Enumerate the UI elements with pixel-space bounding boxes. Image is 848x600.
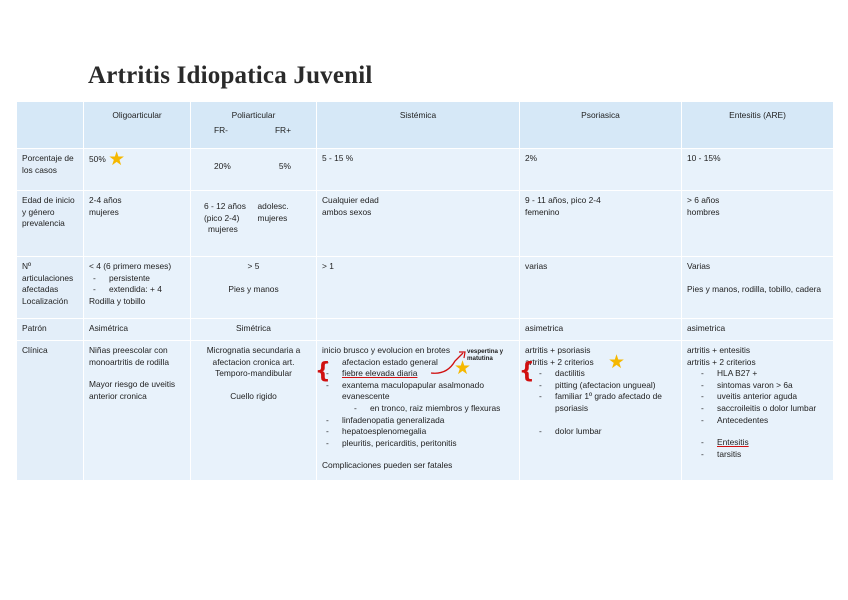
list-item: - pitting (afectacion ungueal) [535,380,676,392]
row-articulaciones [17,257,834,319]
cell-patron-psor: asimetrica [520,319,682,341]
cell-patron-ent: asimetrica [682,319,834,341]
cell-clinica-ent [682,341,834,481]
row-clinica [17,341,834,481]
clinica-ent-intro: artritis + entesitis [687,345,751,355]
cell-clinica-sist [317,341,520,481]
edad-sist-line: ambos sexos [322,206,372,217]
header-fr-negative: FR- [214,124,228,135]
cell-articulaciones-ent [682,257,834,319]
clinica-poli-line: Micrognatia secundaria a afectacion cronica art. Temporo-mandibular [206,345,301,379]
cell-patron-poli: Simétrica [191,319,317,341]
list-item: - dactilitis [535,368,676,380]
list-item: - persistente [89,273,185,285]
cell-articulaciones-poli [191,257,317,319]
list-item: - HLA B27 + [697,368,828,380]
cell-porcentaje-sist: 5 - 15 % [317,149,520,191]
list-item: - familiar 1º grado afectado de psoriasis [535,391,676,414]
edad-poli-neg-line: (pico 2-4) [204,212,240,223]
cell-porcentaje-poli [191,149,317,191]
list-item: - hepatoesplenomegalia [322,426,514,438]
handwritten-note: vespertina y matutina [467,348,504,362]
articulaciones-ent-location: Pies y manos, rodilla, tobillo, cadera [687,283,822,294]
cell-clinica-oligo [84,341,191,481]
list-item: - exantema maculopapular asalmonado evanescente [322,380,514,403]
star-icon: ★ [454,358,472,379]
edad-poli-pos-line: adolesc. [257,201,289,211]
clinica-sist-intro: inicio brusco y evolucion en brotes [322,345,451,355]
row-label-porcentaje: Porcentaje de los casos [17,149,84,191]
edad-poli-neg-line: mujeres [208,224,238,235]
header-oligoarticular: Oligoarticular [84,102,191,149]
corner-cell [17,102,84,149]
header-row [17,102,834,149]
cell-edad-poli [191,191,317,257]
articulaciones-ent-count: Varias [687,261,711,271]
cell-articulaciones-oligo [84,257,191,319]
star-icon: ★ [608,352,626,373]
header-poliarticular [191,102,317,149]
edad-sist-line: Cualquier edad [322,195,379,205]
porcentaje-poli-neg: 20% [214,161,231,171]
clinica-oligo-line: Niñas preescolar con monoartritis de rodilla [89,345,170,367]
cell-articulaciones-psor: varias [520,257,682,319]
header-sistemica: Sistémica [317,102,520,149]
header-psoriasica: Psoriasica [520,102,682,149]
cell-edad-psor [520,191,682,257]
list-item: - pleuritis, pericarditis, peritonitis [322,438,514,450]
edad-ent-line: hombres [687,206,720,217]
porcentaje-poli-pos: 5% [278,161,291,171]
edad-poli-neg-line: 6 - 12 años [204,201,246,211]
page-title: Artritis Idiopatica Juvenil [88,62,373,89]
cell-porcentaje-ent: 10 - 15% [682,149,834,191]
cell-clinica-poli [191,341,317,481]
list-item: - extendida: + 4 [89,284,185,296]
cell-edad-ent [682,191,834,257]
comparison-table [16,101,834,481]
articulaciones-oligo-tail: Rodilla y tobillo [89,295,146,306]
cell-articulaciones-sist: > 1 [317,257,520,319]
list-item: - Antecedentes [697,415,828,427]
list-item: - uveitis anterior aguda [697,391,828,403]
cell-clinica-psor [520,341,682,481]
header-poliarticular-label: Poliarticular [231,110,276,120]
porcentaje-oligo-value: 50% [89,154,106,164]
clinica-poli-line: Cuello rigido [230,390,277,401]
red-brace-icon: { [315,359,331,384]
cell-edad-oligo [84,191,191,257]
edad-oligo-line: 2-4 años [89,195,122,205]
cell-porcentaje-psor: 2% [520,149,682,191]
clinica-oligo-line: Mayor riesgo de uveitis anterior cronica [89,379,176,401]
edad-ent-line: > 6 años [687,195,720,205]
red-brace-icon: { [519,359,535,384]
header-fr-positive: FR+ [274,124,291,135]
list-item: - Entesitis [697,437,828,449]
articulaciones-poli-location: Pies y manos [228,283,279,294]
star-icon: ★ [108,149,126,170]
list-item: - tarsitis [697,449,828,461]
list-item: - afectacion estado general [322,357,514,369]
cell-patron-oligo: Asimétrica [84,319,191,341]
list-item: - en tronco, raiz miembros y flexuras [322,403,514,415]
edad-poli-pos-line: mujeres [257,212,288,223]
row-porcentaje [17,149,834,191]
articulaciones-oligo-main: < 4 (6 primero meses) [89,261,172,271]
row-label-edad: Edad de inicio y género prevalencia [17,191,84,257]
clinica-sist-tail: Complicaciones pueden ser fatales [322,460,453,471]
articulaciones-poli-count: > 5 [247,261,260,271]
edad-psor-line: femenino [525,206,560,217]
edad-psor-line: 9 - 11 años, pico 2-4 [525,195,601,205]
list-item: - dolor lumbar [535,426,676,438]
list-item: - sintomas varon > 6a [697,380,828,392]
row-patron [17,319,834,341]
row-label-patron: Patrón [17,319,84,341]
list-item: - linfadenopatia generalizada [322,415,514,427]
cell-patron-sist [317,319,520,341]
row-label-clinica: Clínica [17,341,84,481]
list-item: - saccroileitis o dolor lumbar [697,403,828,415]
cell-edad-sist [317,191,520,257]
clinica-psor-intro: artritis + psoriasis [525,345,591,355]
row-edad [17,191,834,257]
edad-oligo-line: mujeres [89,206,119,217]
cell-porcentaje-oligo [84,149,191,191]
clinica-ent-intro: artritis + 2 criterios [687,356,756,367]
clinica-psor-intro: artritis + 2 criterios [525,356,594,367]
row-label-articulaciones: Nº articulaciones afectadas Localización [17,257,84,319]
list-item: - fiebre elevada diaria [322,368,514,380]
header-entesitis: Entesitis (ARE) [682,102,834,149]
